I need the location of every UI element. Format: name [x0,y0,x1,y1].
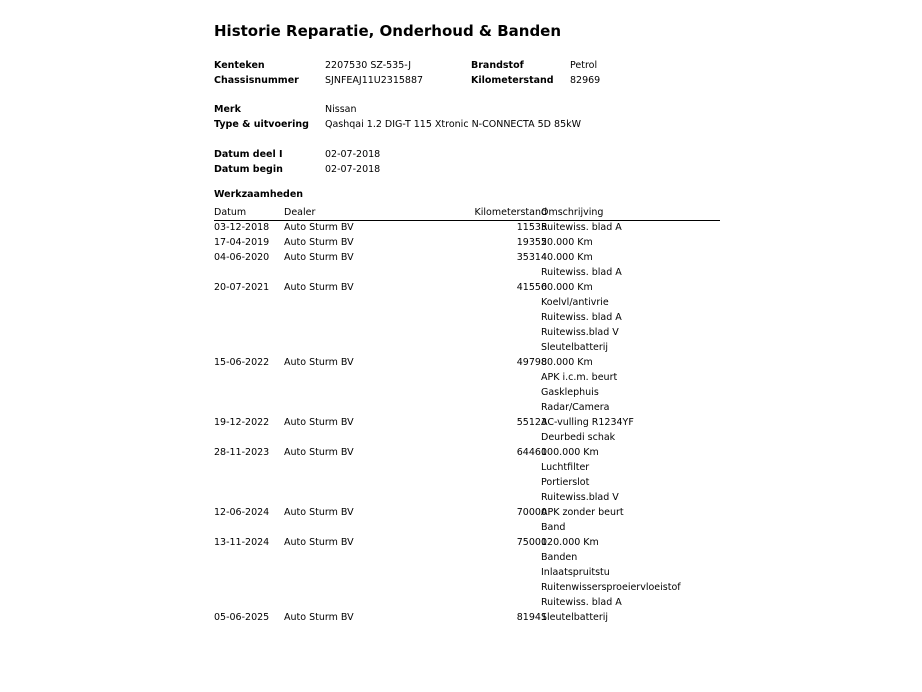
cell-omschrijving: Ruitewiss. blad A [541,597,622,608]
cell-omschrijving: 40.000 Km [541,252,593,263]
cell-omschrijving: Deurbedi schak [541,432,616,443]
cell-datum: 17-04-2019 [214,237,270,248]
cell-km: 75000 [516,537,547,548]
cell-dealer: Auto Sturm BV [284,537,354,548]
cell-km: 41550 [516,282,547,293]
table-row [214,611,720,626]
cell-omschrijving: Luchtfilter [541,462,590,473]
cell-omschrijving: Ruitewiss.blad V [541,327,619,338]
cell-dealer: Auto Sturm BV [284,612,354,623]
kilometerstand-label: Kilometerstand [471,75,554,86]
cell-km: 35314 [516,252,547,263]
cell-omschrijving: Ruitewiss. blad A [541,312,622,323]
cell-omschrijving: 120.000 Km [541,537,599,548]
cell-datum: 05-06-2025 [214,612,270,623]
cell-omschrijving: Ruitewiss. blad A [541,222,622,233]
cell-omschrijving: Portierslot [541,477,590,488]
cell-km: 19355 [516,237,547,248]
brandstof-value: Petrol [570,60,598,71]
cell-datum: 12-06-2024 [214,507,270,518]
table-row [214,401,720,416]
table-row [214,521,720,536]
cell-omschrijving: Ruitewiss. blad A [541,267,622,278]
cell-km: 49798 [516,357,547,368]
cell-omschrijving: 80.000 Km [541,357,593,368]
cell-omschrijving: AC-vulling R1234YF [541,417,634,428]
cell-km: 64460 [516,447,547,458]
cell-omschrijving: Ruitenwissersproeiervloeistof [541,582,681,593]
cell-dealer: Auto Sturm BV [284,507,354,518]
cell-omschrijving: 60.000 Km [541,282,593,293]
page-title: Historie Reparatie, Onderhoud & Banden [214,22,562,40]
cell-datum: 13-11-2024 [214,537,270,548]
cell-omschrijving: Radar/Camera [541,402,610,413]
kenteken-label: Kenteken [214,60,265,71]
table-row [214,341,720,356]
datum-begin-label: Datum begin [214,164,283,175]
cell-km: 70000 [516,507,547,518]
table-row [214,416,720,431]
cell-dealer: Auto Sturm BV [284,357,354,368]
cell-omschrijving: 20.000 Km [541,237,593,248]
table-row [214,536,720,551]
cell-dealer: Auto Sturm BV [284,282,354,293]
cell-dealer: Auto Sturm BV [284,447,354,458]
table-row [214,356,720,371]
table-row [214,251,720,266]
chassisnummer-label: Chassisnummer [214,75,299,86]
cell-omschrijving: Sleutelbatterij [541,342,609,353]
merk-label: Merk [214,104,241,115]
werkzaamheden-table [214,221,720,626]
type-uitvoering-value: Qashqai 1.2 DIG-T 115 Xtronic N-CONNECTA 5D 85kW [325,119,582,130]
merk-value: Nissan [325,104,357,115]
table-row [214,461,720,476]
type-uitvoering-label: Type & uitvoering [214,119,309,130]
cell-km: 55123 [516,417,547,428]
cell-datum: 03-12-2018 [214,222,270,233]
cell-km: 11535 [516,222,547,233]
header-dealer: Dealer [284,207,316,218]
datum-deel-value: 02-07-2018 [325,149,381,160]
table-row [214,296,720,311]
header-kilometerstand: Kilometerstand [474,207,547,218]
datum-deel-label: Datum deel I [214,149,283,160]
kenteken-value: 2207530 SZ-535-J [325,60,412,71]
table-row [214,581,720,596]
cell-omschrijving: Banden [541,552,578,563]
cell-omschrijving: APK zonder beurt [541,507,624,518]
cell-datum: 19-12-2022 [214,417,270,428]
table-row [214,386,720,401]
table-row [214,371,720,386]
cell-omschrijving: APK i.c.m. beurt [541,372,618,383]
table-row [214,491,720,506]
cell-km: 81941 [516,612,547,623]
table-row [214,476,720,491]
cell-omschrijving: Band [541,522,566,533]
cell-dealer: Auto Sturm BV [284,237,354,248]
table-row [214,221,720,236]
chassisnummer-value: SJNFEAJ11U2315887 [325,75,424,86]
werkzaamheden-heading: Werkzaamheden [214,189,304,200]
table-header [214,206,720,221]
table-row [214,566,720,581]
header-omschrijving: Omschrijving [541,207,604,218]
cell-datum: 28-11-2023 [214,447,270,458]
cell-dealer: Auto Sturm BV [284,417,354,428]
cell-omschrijving: Sleutelbatterij [541,612,609,623]
cell-dealer: Auto Sturm BV [284,222,354,233]
header-datum: Datum [214,207,247,218]
brandstof-label: Brandstof [471,60,524,71]
table-row [214,266,720,281]
cell-dealer: Auto Sturm BV [284,252,354,263]
cell-omschrijving: Gasklephuis [541,387,599,398]
table-row [214,236,720,251]
cell-omschrijving: Ruitewiss.blad V [541,492,619,503]
cell-datum: 04-06-2020 [214,252,270,263]
table-row [214,326,720,341]
table-row [214,596,720,611]
table-row [214,446,720,461]
cell-datum: 20-07-2021 [214,282,270,293]
cell-omschrijving: 100.000 Km [541,447,599,458]
table-row [214,506,720,521]
datum-begin-value: 02-07-2018 [325,164,381,175]
table-row [214,311,720,326]
cell-datum: 15-06-2022 [214,357,270,368]
table-row [214,551,720,566]
cell-omschrijving: Koelvl/antivrie [541,297,609,308]
table-row [214,281,720,296]
cell-omschrijving: Inlaatspruitstu [541,567,610,578]
kilometerstand-value: 82969 [570,75,601,86]
table-row [214,431,720,446]
